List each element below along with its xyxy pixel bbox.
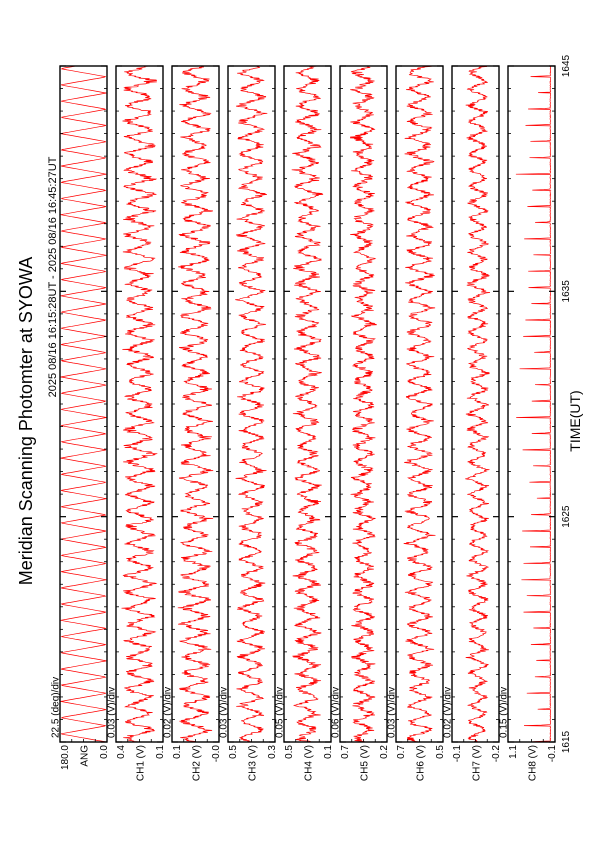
y-tick-label: 0.5 [435, 745, 446, 759]
panel-7 [443, 66, 503, 781]
y-axis-label-0: ANG [79, 745, 91, 767]
chart-title: Meridian Scanning Photomter at SYOWA [16, 256, 36, 586]
y-axis-label-6: CH6 (V) [415, 745, 427, 782]
y-tick-label: 0.1 [323, 745, 334, 759]
series-line-3 [235, 66, 267, 742]
y-tick-label: 0.3 [267, 745, 278, 759]
scale-label-7: 0.02 (V)/div [442, 686, 454, 738]
panel-6 [387, 66, 447, 781]
series-line-1 [122, 66, 158, 742]
panel-frame-1 [116, 66, 163, 742]
series-line-2 [178, 66, 213, 742]
series-line-8 [516, 66, 551, 742]
y-tick-label: -0.2 [491, 745, 502, 763]
y-tick-label: 0.5 [228, 745, 239, 759]
scale-label-3: 0.03 (V)/div [218, 686, 230, 738]
panel-4 [275, 66, 335, 781]
scale-label-6: 0.03 (V)/div [386, 686, 398, 738]
panel-8 [499, 66, 559, 781]
panel-frame-6 [396, 66, 443, 742]
y-tick-label: 0.7 [396, 745, 407, 759]
panels-group [51, 66, 559, 781]
y-axis-label-2: CH2 (V) [191, 745, 203, 782]
y-tick-label: 0.4 [116, 745, 127, 759]
series-line-6 [404, 66, 436, 742]
scale-label-0: 22.5 (deg)/div [50, 676, 62, 738]
y-tick-label: -0.1 [452, 745, 463, 763]
panel-2 [163, 66, 223, 781]
panel-1 [107, 66, 167, 781]
y-tick-label: 0.1 [155, 745, 166, 759]
series-line-7 [465, 66, 490, 742]
series-line-5 [350, 66, 377, 742]
y-axis-label-8: CH8 (V) [527, 745, 539, 782]
panel-frame-2 [172, 66, 219, 742]
panel-frame-7 [452, 66, 499, 742]
time-range-label: 2025 08/16 16:15:28UT - 2025 08/16 16:45:27UT [47, 156, 59, 398]
y-tick-label: 180.0 [60, 745, 71, 771]
series-line-0 [61, 66, 107, 742]
x-tick-label-1635: 1635 [561, 280, 572, 303]
y-axis-label-4: CH4 (V) [303, 745, 315, 782]
y-axis-label-3: CH3 (V) [247, 745, 259, 782]
y-axis-label-5: CH5 (V) [359, 745, 371, 782]
panel-0 [51, 66, 111, 770]
y-tick-label: 0.2 [379, 745, 390, 759]
x-tick-label-1615: 1615 [561, 730, 572, 754]
y-tick-label: 0.5 [284, 745, 295, 759]
scale-label-1: 0.03 (V)/div [106, 686, 118, 738]
scale-label-8: 0.15 (V)/div [498, 686, 510, 738]
x-axis-label: TIME(UT) [567, 390, 583, 452]
y-tick-label: 0.0 [99, 745, 110, 759]
y-tick-label: 0.7 [340, 745, 351, 759]
x-tick-label-1625: 1625 [561, 505, 572, 528]
y-tick-label: -0.0 [211, 745, 222, 763]
y-tick-label: -0.1 [547, 745, 558, 763]
y-axis-label-7: CH7 (V) [471, 745, 483, 782]
panel-frame-4 [284, 66, 331, 742]
scale-label-5: 0.06 (V)/div [330, 686, 342, 738]
x-tick-label-1645: 1645 [561, 54, 572, 78]
scale-label-2: 0.02 (V)/div [162, 686, 174, 738]
panel-5 [331, 66, 391, 781]
y-axis-label-1: CH1 (V) [135, 745, 147, 782]
y-tick-label: 0.1 [172, 745, 183, 759]
y-tick-label: 1.1 [508, 745, 519, 759]
panel-frame-3 [228, 66, 275, 742]
panel-frame-8 [508, 66, 555, 742]
series-line-4 [292, 66, 323, 742]
panel-3 [219, 66, 279, 781]
scale-label-4: 0.05 (V)/div [274, 686, 286, 738]
